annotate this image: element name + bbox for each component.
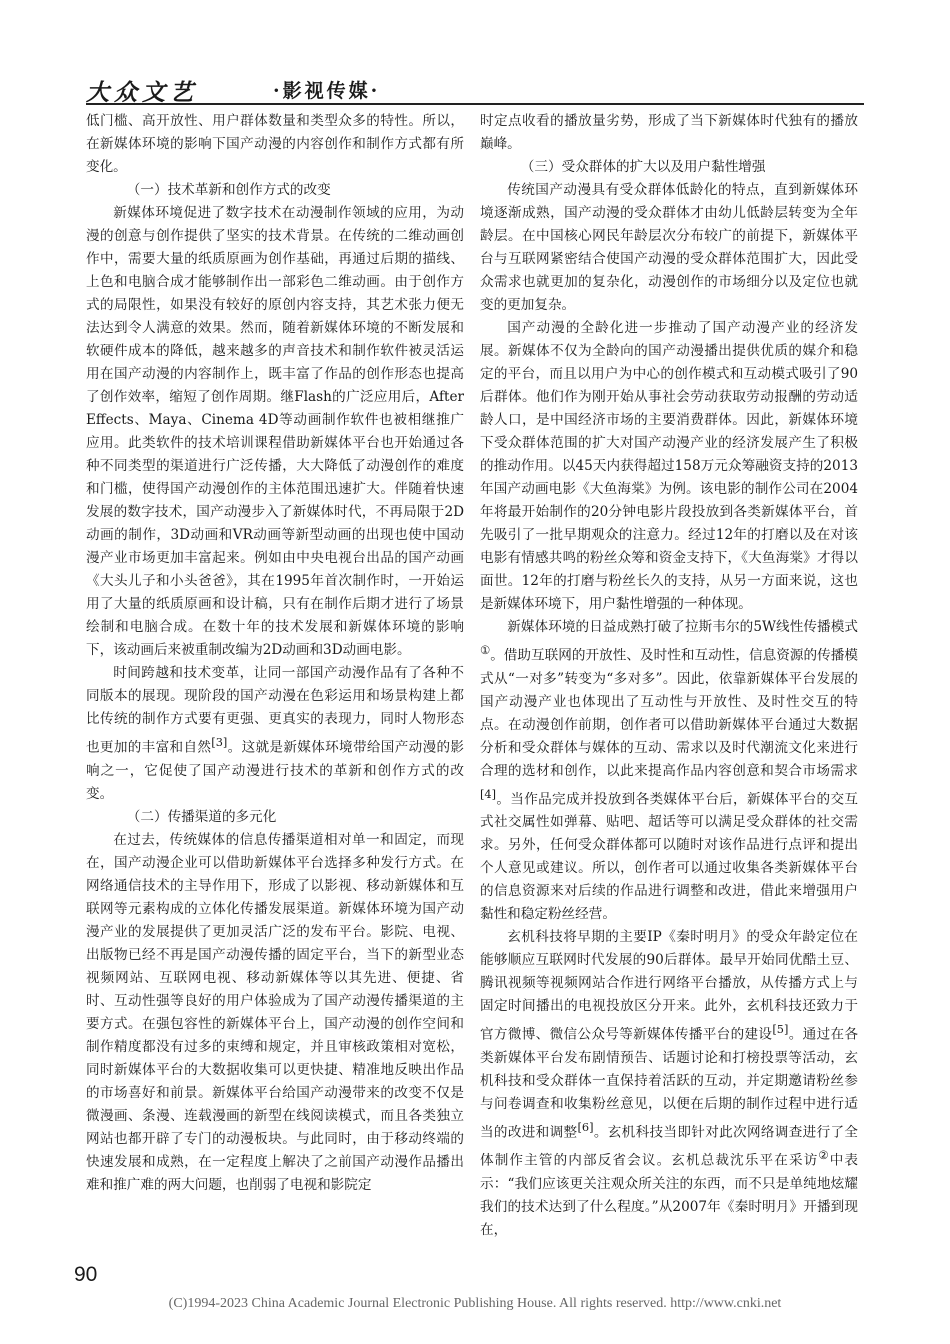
subsection-heading: （三）受众群体的扩大以及用户黏性增强 xyxy=(520,159,766,175)
header-rule xyxy=(86,103,864,105)
subsection-heading: （一）技术革新和创作方式的改变 xyxy=(126,182,331,198)
paragraph xyxy=(480,926,858,1242)
paragraph-text: 。玄机科技当即针对此次网络调查进行了全体制作主管的内部反省会议。玄机总裁沈乐平在采访 xyxy=(480,1124,859,1169)
paragraph-text: 新媒体环境的日益成熟打破了拉斯韦尔的5W线性传播模式 xyxy=(507,619,858,635)
section-title: ·影视传媒· xyxy=(273,80,381,102)
paragraph: 低门槛、高开放性、用户群体数量和类型众多的特性。所以，在新媒体环境的影响下国产动漫的内容创作和制作方式都有所变化。 xyxy=(86,113,464,175)
paragraph-text: 。当作品完成并投放到各类媒体平台后，新媒体平台的交互式社交属性如弹幕、贴吧、超话等可以满足受众群体的社交需求。另外，任何受众群体都可以随时对该作品进行点评和提出个人意见或建议。所以，创作者可以通过收集各类新媒体平台的信息资源来对后续的作品进行调整和改进，借此来增强用户黏性和稳定粉丝经营。 xyxy=(480,791,858,923)
copyright-footer: (C)1994-2023 China Academic Journal Electronic Publishing House. All rights reserved. http://www.cnki.net xyxy=(168,1296,782,1311)
citation-ref: [4] xyxy=(480,786,497,801)
paragraph-text: 玄机科技将早期的主要IP《秦时明月》的受众年龄定位在能够顺应互联网时代发展的90后群体。最早开始同优酷土豆、腾讯视频等视频网站合作进行网络平台播放，从传播方式上与固定时间播出的电视投放区分开来。此外，玄机科技还致力于官方微博、微信公众号等新媒体传播平台的建设 xyxy=(480,929,858,1043)
subsection-heading: （二）传播渠道的多元化 xyxy=(126,808,277,825)
citation-ref: [6] xyxy=(577,1119,594,1134)
paragraph: 在过去，传统媒体的信息传播渠道相对单一和固定，而现在，国产动漫企业可以借助新媒体平台选择多种发行方式。在网络通信技术的主导作用下，形成了以影视、移动新媒体和互联网等元素构成的立体化传播发展渠道。新媒体环境为国产动漫产业的发展提供了更加灵活广泛的发布平台。影院、电视、出版物已经不再是国产动漫传播的固定平台，当下的新型业态视频网站、互联网电视、移动新媒体等以其先进、便捷、省时、互动性强等良好的用户体验成为了国产动漫传播渠道的主要方式。在强包容性的新媒体平台上，国产动漫的创作空间和制作精度都没有过多的束缚和规定，并且审核政策相对宽松，同时新媒体平台的大数据收集可以更快捷、精准地反映出作品的市场喜好和前景。新媒体平台给国产动漫带来的改变不仅是微漫画、条漫、连载漫画的新型在线阅读模式，而且各类独立网站也都开辟了专门的动漫板块。与此同时，由于移动终端的快速发展和成熟，在一定程度上解决了之前国产动漫作品播出难和推广难的两大问题，也削弱了电视和影院定 xyxy=(86,831,464,1193)
paragraph: 新媒体环境促进了数字技术在动漫制作领域的应用，为动漫的创意与创作提供了坚实的技术背景。在传统的二维动画创作中，需要大量的纸质原画为创作基础，再通过后期的描线、上色和电脑合成才能够制作出一部彩色二维动画。由于创作方式的局限性，如果没有较好的原创内容支持，其艺术张力便无法达到令人满意的效果。然而，随着新媒体环境的不断发展和软硬件成本的降低，越来越多的声音技术和制作软件被灵活运用在国产动漫的内容制作上，既丰富了作品的创作形态也提高了创作效率，缩短了创作周期。继Flash的广泛应用后，After Effects、Maya、Cinema 4D等动画制作软件也被相继推广应用。此类软件的技术培训课程借助新媒体平台也开始通过各种不同类型的渠道进行广泛传播，大大降低了动漫创作的难度和门槛，使得国产动漫创作的主体范围迅速扩大。伴随着快速发展的数字技术，国产动漫步入了新媒体时代，不再局限于2D动画的制作，3D动画和VR动画等新型动画的出现也使中国动漫产业市场更加丰富起来。例如由中央电视台出品的国产动画《大头儿子和小头爸爸》，其在1995年首次制作时，一开始运用了大量的纸质原画和设计稿，只有在制作后期才进行了场景绘制和电脑合成。在数十年的技术发展和新媒体环境的影响下，该动画后来被重制改编为2D动画和3D动画电影。 xyxy=(86,205,464,658)
paragraph-text: 中表示：“我们应该更关注观众所关注的东西，而不只是单纯地炫耀我们的技术达到了什么程度。”从2007年《秦时明月》开播到现在， xyxy=(480,1152,859,1238)
journal-masthead: 大众文艺 xyxy=(86,79,198,106)
citation-ref: [5] xyxy=(772,1022,789,1037)
paragraph xyxy=(86,662,464,806)
left-column xyxy=(86,110,464,1220)
paragraph: 传统国产动漫具有受众群体低龄化的特点，直到新媒体环境逐渐成熟，国产动漫的受众群体才由幼儿低龄层转变为全年龄层。在中国核心网民年龄层次分布较广的前提下，新媒体平台与互联网紧密结合使国产动漫的受众群体范围扩大，因此受众需求也就更加的复杂化，动漫创作的市场细分以及定位也就变的更加复杂。 xyxy=(480,182,858,313)
page-header xyxy=(86,74,866,104)
paragraph xyxy=(480,616,858,926)
paragraph-text: 。借助互联网的开放性、及时性和互动性，信息资源的传播模式从“一对多”转变为“多对多”。因此，依靠新媒体平台发展的国产动漫产业也体现出了互动性与开放性、及时性交互的特点。在动漫创作前期，创作者可以借助新媒体平台通过大数据分析和受众群体与媒体的互动、需求以及时代潮流文化来进行合理的选材和创作，以此来提高作品内容创意和契合市场需求 xyxy=(480,647,858,779)
paragraph-text: 时间跨越和技术变革，让同一部国产动漫作品有了各种不同版本的展现。现阶段的国产动漫在色彩运用和场景构建上都比传统的制作方式要有更强、更真实的表现力，同时人物形态也更加的丰富和自然 xyxy=(86,665,464,756)
paragraph-text: 。这就是新媒体环境带给国产动漫的影响之一，它促使了国产动漫进行技术的革新和创作方式的改变。 xyxy=(86,739,465,802)
paragraph: 时定点收看的播放量劣势，形成了当下新媒体时代独有的播放巅峰。 xyxy=(480,113,858,152)
citation-ref: [3] xyxy=(211,735,228,749)
footnote-ref: ② xyxy=(818,1148,830,1163)
footnote-ref: ① xyxy=(480,643,491,657)
paragraph: 国产动漫的全龄化进一步推动了国产动漫产业的经济发展。新媒体不仅为全龄向的国产动漫播出提供优质的媒介和稳定的平台，而且以用户为中心的创作模式和互动模式吸引了90后群体。他们作为刚开始从事社会劳动获取劳动报酬的劳动适龄人口，是中国经济市场的主要消费群体。因此，新媒体环境下受众群体范围的扩大对国产动漫产业的经济发展产生了积极的推动作用。以45天内获得超过158万元众筹融资支持的2013年国产动画电影《大鱼海棠》为例。该电影的制作公司在2004年将最开始制作的20分钟电影片段投放到各类新媒体平台，首先吸引了一批早期观众的注意力。经过12年的打磨以及在对该电影有情感共鸣的粉丝众筹和资金支持下，《大鱼海棠》才得以面世。12年的打磨与粉丝长久的支持，从另一方面来说，这也是新媒体环境下，用户黏性增强的一种体现。 xyxy=(480,320,858,612)
page-number: 90 xyxy=(74,1263,98,1286)
paragraph-text: 。通过在各类新媒体平台发布剧情预告、话题讨论和打榜投票等活动，玄机科技和受众群体一直保持着活跃的互动，并定期邀请粉丝参与问卷调查和收集粉丝意见，以便在后期的制作过程中进行适当的改进和调整 xyxy=(480,1026,859,1141)
right-column xyxy=(480,110,859,1238)
